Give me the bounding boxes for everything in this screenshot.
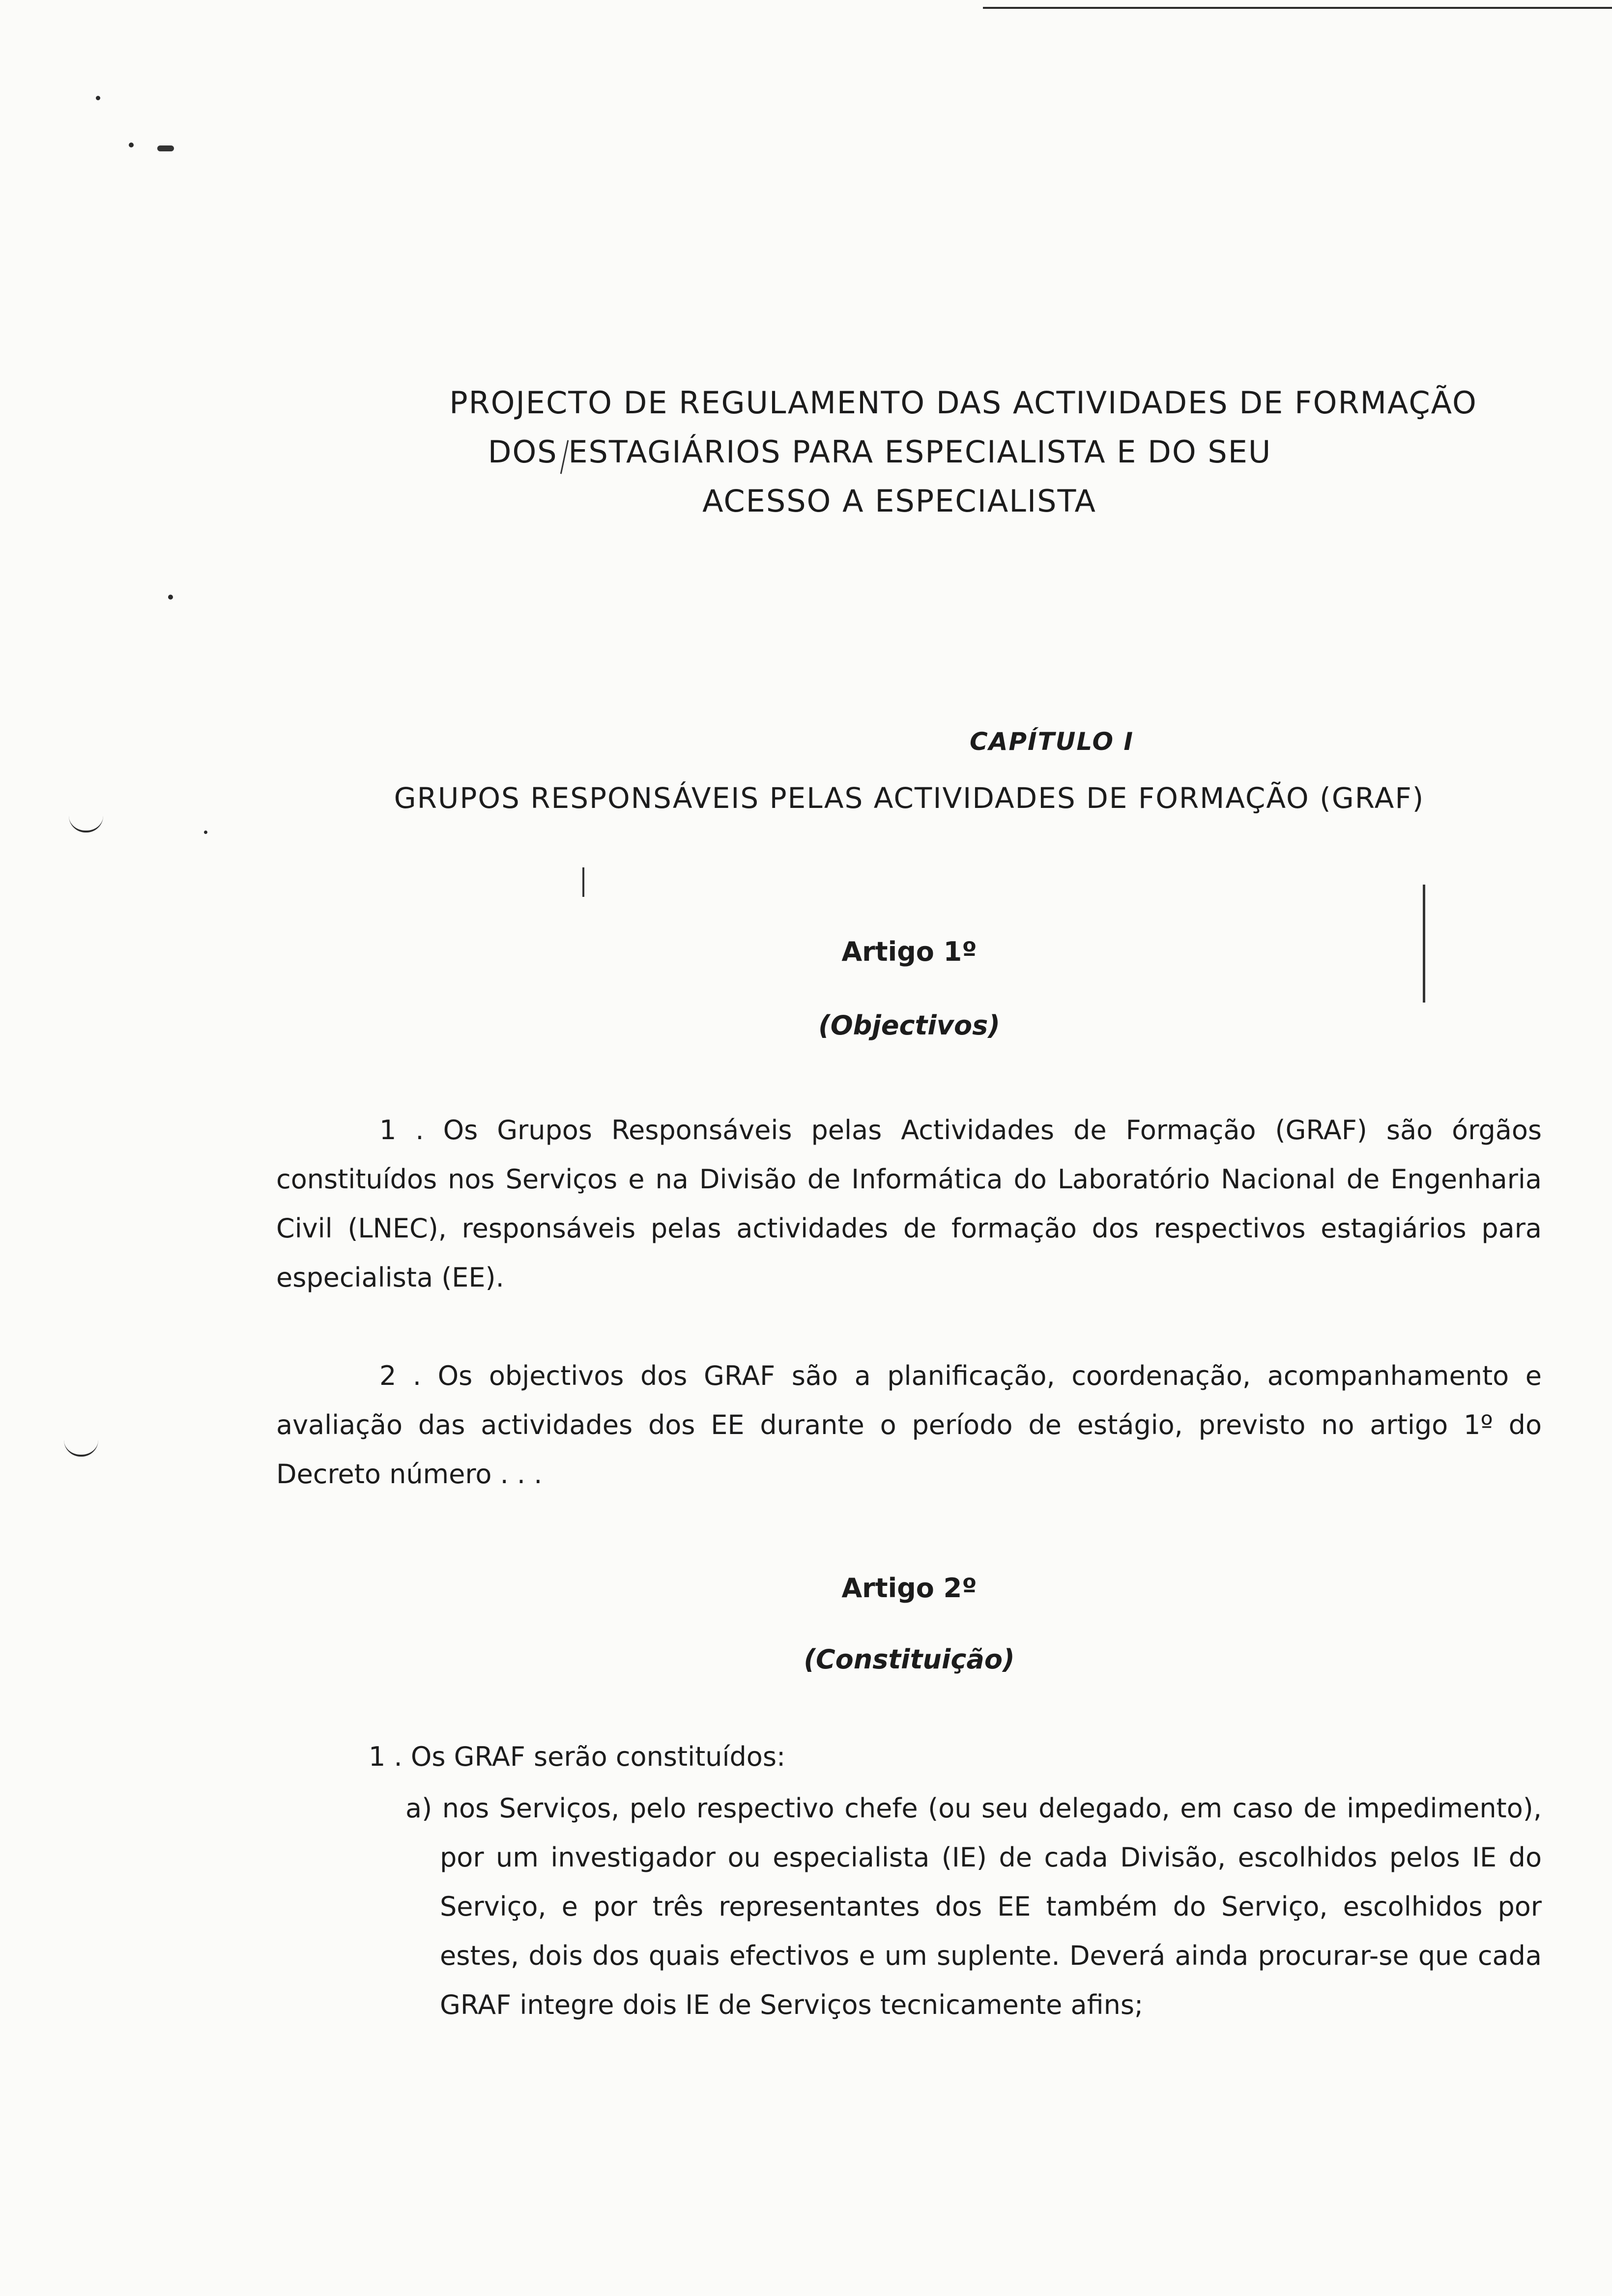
article-1-paragraph-1 xyxy=(276,1106,1542,1302)
scan-curve xyxy=(64,1440,98,1457)
top-rule xyxy=(983,7,1612,9)
article-2-number: Artigo 2º xyxy=(841,1573,977,1604)
item-marker: a) xyxy=(405,1793,432,1824)
scan-speck xyxy=(168,595,173,600)
scan-speck xyxy=(129,143,134,147)
paragraph-sep: . xyxy=(396,1360,438,1391)
scan-curve xyxy=(69,816,103,832)
article-2-item-a xyxy=(405,1784,1542,2030)
title-line-2: DOS ESTAGIÁRIOS PARA ESPECIALISTA E DO SEU xyxy=(488,434,1272,470)
title-line-3: ACESSO A ESPECIALISTA xyxy=(702,483,1096,519)
title-line-1: PROJECTO DE REGULAMENTO DAS ACTIVIDADES DE FORMAÇÃO xyxy=(449,385,1477,421)
chapter-title: GRUPOS RESPONSÁVEIS PELAS ACTIVIDADES DE FORMAÇÃO (GRAF) xyxy=(394,781,1425,815)
paragraph-number: 2 xyxy=(379,1360,397,1391)
scan-speck xyxy=(96,96,100,100)
article-1-heading: (Objectivos) xyxy=(818,1010,1000,1041)
scan-mark xyxy=(582,867,584,897)
scan-mark xyxy=(157,145,174,151)
article-1-paragraph-2 xyxy=(276,1351,1542,1499)
paragraph-number: 1 xyxy=(379,1115,397,1146)
article-2-list-intro: 1 . Os GRAF serão constituídos: xyxy=(369,1741,786,1772)
article-1-number: Artigo 1º xyxy=(841,936,977,967)
paragraph-sep: . xyxy=(396,1115,443,1146)
scan-mark xyxy=(1423,885,1425,1003)
chapter-label: CAPÍTULO I xyxy=(970,727,1134,756)
item-text: nos Serviços, pelo respectivo chefe (ou seu delegado, em caso de impedimento), por um investigador ou especialista (IE) de cada Divisão, escolhidos pelos IE do Serviço, e por três representantes dos EE também do Serviço, escolhidos por estes, dois dos quais efectivos e um suplente. Deverá ainda procurar-se que cada GRAF integre dois IE de Serviços tecnicamente afins; xyxy=(440,1793,1542,2020)
scan-speck xyxy=(204,831,207,834)
paragraph-text: Os Grupos Responsáveis pelas Actividades de Formação (GRAF) são órgãos constituídos nos Serviços e na Divisão de Informática do Laboratório Nacional de Engenharia Civil (LNEC), responsáveis pelas actividades de formação dos respectivos estagiários para especialista (EE). xyxy=(276,1115,1542,1293)
document-title xyxy=(0,378,1612,526)
paragraph-text: Os objectivos dos GRAF são a planificação, coordenação, acompanhamento e avaliação das actividades dos EE durante o período de estágio, previsto no artigo 1º do Decreto número . . . xyxy=(276,1360,1542,1490)
article-2-heading: (Constituição) xyxy=(804,1644,1015,1675)
